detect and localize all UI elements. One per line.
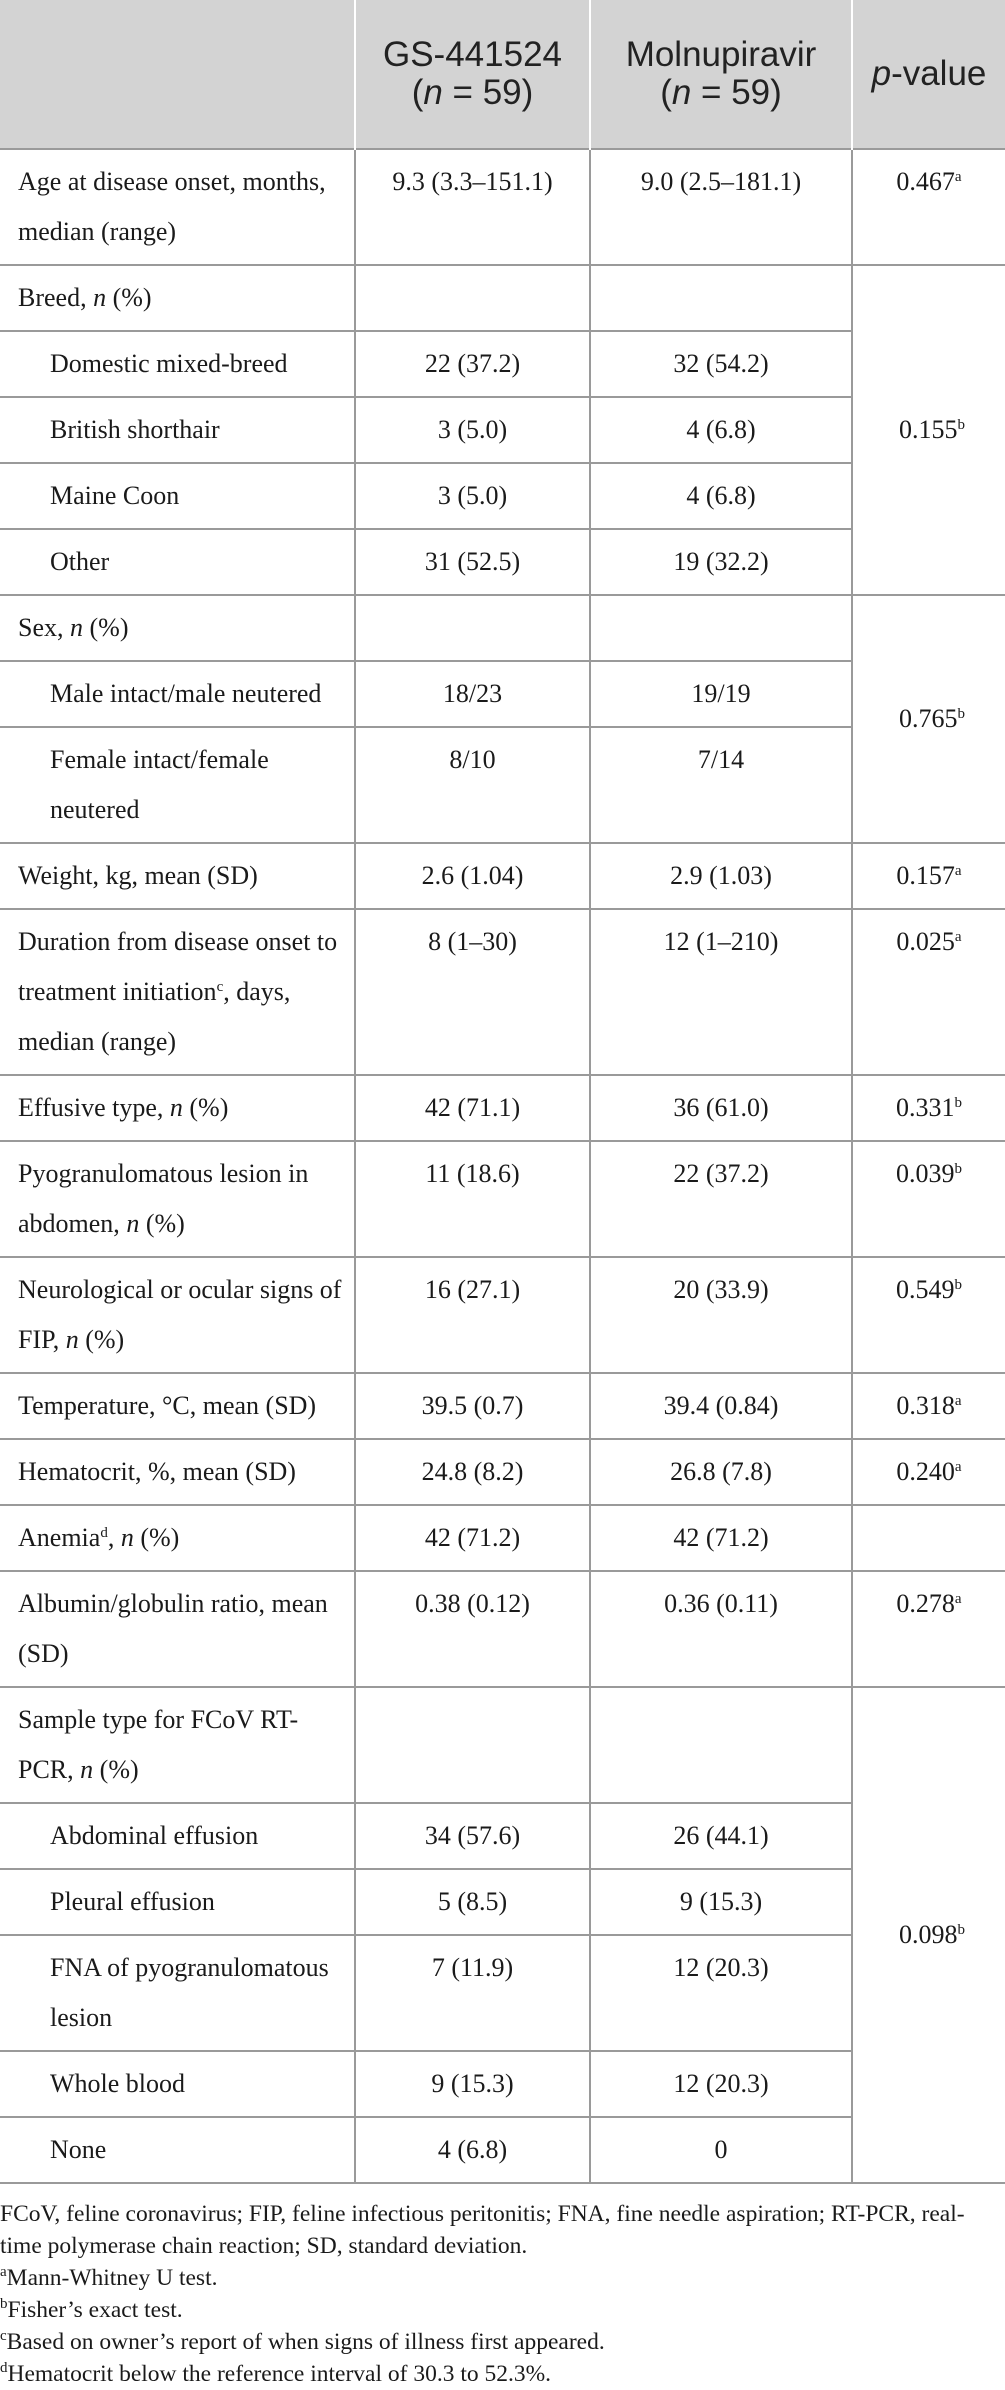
row-label: FNA of pyogranulomatous lesion	[0, 1935, 355, 2051]
mol-value: 26.8 (7.8)	[590, 1439, 852, 1505]
mol-value: 32 (54.2)	[590, 331, 852, 397]
gs-value: 39.5 (0.7)	[355, 1373, 590, 1439]
mol-value: 12 (20.3)	[590, 1935, 852, 2051]
mol-value: 12 (20.3)	[590, 2051, 852, 2117]
p-value: 0.025$^a$	[852, 909, 1005, 1075]
footnote-a: $^a$Mann-Whitney U test.	[0, 2264, 218, 2291]
table-row	[0, 1141, 1005, 1257]
row-label: Hematocrit, %, mean (SD)	[0, 1439, 355, 1505]
table-row	[0, 843, 1005, 909]
p-value: 0.240$^a$	[852, 1439, 1005, 1505]
p-value: 0.765$^b$	[852, 595, 1005, 843]
row-label: Domestic mixed-breed	[0, 331, 355, 397]
p-value: 0.155$^b$	[852, 265, 1005, 595]
footnote-b: $^b$Fisher’s exact test.	[0, 2296, 183, 2323]
gs-value: 4 (6.8)	[355, 2117, 590, 2183]
table-row	[0, 149, 1005, 265]
mol-value: 4 (6.8)	[590, 463, 852, 529]
p-value: 0.549$^b$	[852, 1257, 1005, 1373]
gs-value: 3 (5.0)	[355, 463, 590, 529]
gs-value: 18/23	[355, 661, 590, 727]
gs-value: 7 (11.9)	[355, 1935, 590, 2051]
mol-value: 19/19	[590, 661, 852, 727]
gs-value: 16 (27.1)	[355, 1257, 590, 1373]
p-value	[852, 1505, 1005, 1571]
row-label: Sex, n (%)	[0, 595, 355, 661]
table-row	[0, 1687, 1005, 1803]
mol-value: 26 (44.1)	[590, 1803, 852, 1869]
gs-value: 42 (71.1)	[355, 1075, 590, 1141]
gs-value: 31 (52.5)	[355, 529, 590, 595]
gs-value: 42 (71.2)	[355, 1505, 590, 1571]
table-row	[0, 1257, 1005, 1373]
mol-value: 12 (1–210)	[590, 909, 852, 1075]
header-molnupiravir: Molnupiravir (n = 59)	[590, 0, 852, 149]
gs-value: 2.6 (1.04)	[355, 843, 590, 909]
table-row	[0, 1373, 1005, 1439]
mol-value: 2.9 (1.03)	[590, 843, 852, 909]
p-value: 0.039$^b$	[852, 1141, 1005, 1257]
mol-value: 0	[590, 2117, 852, 2183]
row-label: Pleural effusion	[0, 1869, 355, 1935]
row-label: Sample type for FCoV RT-PCR, n (%)	[0, 1687, 355, 1803]
mol-value: 9 (15.3)	[590, 1869, 852, 1935]
gs-value: 0.38 (0.12)	[355, 1571, 590, 1687]
row-label: Female intact/female neutered	[0, 727, 355, 843]
gs-value: 9 (15.3)	[355, 2051, 590, 2117]
table-row	[0, 595, 1005, 661]
row-label: Maine Coon	[0, 463, 355, 529]
p-value: 0.331$^b$	[852, 1075, 1005, 1141]
row-label: Duration from disease onset to treatment initiation$^c$, days, median (range)	[0, 909, 355, 1075]
header-p-value: p-value	[852, 0, 1005, 149]
mol-value: 42 (71.2)	[590, 1505, 852, 1571]
gs-value: 5 (8.5)	[355, 1869, 590, 1935]
row-label: Weight, kg, mean (SD)	[0, 843, 355, 909]
row-label: Other	[0, 529, 355, 595]
table-row	[0, 1571, 1005, 1687]
gs-value: 9.3 (3.3–151.1)	[355, 149, 590, 265]
p-value: 0.278$^a$	[852, 1571, 1005, 1687]
row-label: Abdominal effusion	[0, 1803, 355, 1869]
mol-value: 20 (33.9)	[590, 1257, 852, 1373]
table-row	[0, 265, 1005, 331]
row-label: Temperature, °C, mean (SD)	[0, 1373, 355, 1439]
row-label: Neurological or ocular signs of FIP, n (%)	[0, 1257, 355, 1373]
footnote-abbreviations: FCoV, feline coronavirus; FIP, feline infectious peritonitis; FNA, fine needle aspiration; RT-PCR, real-time polymerase chain reaction; SD, standard deviation.	[0, 2201, 965, 2259]
mol-value: 0.36 (0.11)	[590, 1571, 852, 1687]
p-value: 0.318$^a$	[852, 1373, 1005, 1439]
mol-value: 22 (37.2)	[590, 1141, 852, 1257]
row-label: Effusive type, n (%)	[0, 1075, 355, 1141]
table-row	[0, 1075, 1005, 1141]
gs-value: 8/10	[355, 727, 590, 843]
header-characteristic	[0, 0, 355, 149]
table-row	[0, 909, 1005, 1075]
row-label: Pyogranulomatous lesion in abdomen, n (%)	[0, 1141, 355, 1257]
p-value: 0.467$^a$	[852, 149, 1005, 265]
mol-value: 36 (61.0)	[590, 1075, 852, 1141]
row-label: Anemia$^d$, n (%)	[0, 1505, 355, 1571]
mol-value: 39.4 (0.84)	[590, 1373, 852, 1439]
p-value: 0.098$^b$	[852, 1687, 1005, 2183]
row-label: Albumin/globulin ratio, mean (SD)	[0, 1571, 355, 1687]
mol-value: 7/14	[590, 727, 852, 843]
gs-value: 8 (1–30)	[355, 909, 590, 1075]
table-footnotes	[0, 2184, 1005, 2390]
row-label: None	[0, 2117, 355, 2183]
gs-value: 24.8 (8.2)	[355, 1439, 590, 1505]
row-label: British shorthair	[0, 397, 355, 463]
header-gs441524: GS-441524 (n = 59)	[355, 0, 590, 149]
table-row	[0, 1439, 1005, 1505]
row-label: Breed, n (%)	[0, 265, 355, 331]
gs-value: 22 (37.2)	[355, 331, 590, 397]
gs-value: 11 (18.6)	[355, 1141, 590, 1257]
row-label: Age at disease onset, months, median (range)	[0, 149, 355, 265]
mol-value: 19 (32.2)	[590, 529, 852, 595]
footnote-c: $^c$Based on owner’s report of when signs of illness first appeared.	[0, 2328, 605, 2355]
mol-value: 9.0 (2.5–181.1)	[590, 149, 852, 265]
table-row	[0, 1505, 1005, 1571]
row-label: Male intact/male neutered	[0, 661, 355, 727]
gs-value: 34 (57.6)	[355, 1803, 590, 1869]
header-row	[0, 0, 1005, 149]
mol-value: 4 (6.8)	[590, 397, 852, 463]
footnote-d: $^d$Hematocrit below the reference interval of 30.3 to 52.3%.	[0, 2360, 552, 2387]
p-value: 0.157$^a$	[852, 843, 1005, 909]
row-label: Whole blood	[0, 2051, 355, 2117]
gs-value: 3 (5.0)	[355, 397, 590, 463]
